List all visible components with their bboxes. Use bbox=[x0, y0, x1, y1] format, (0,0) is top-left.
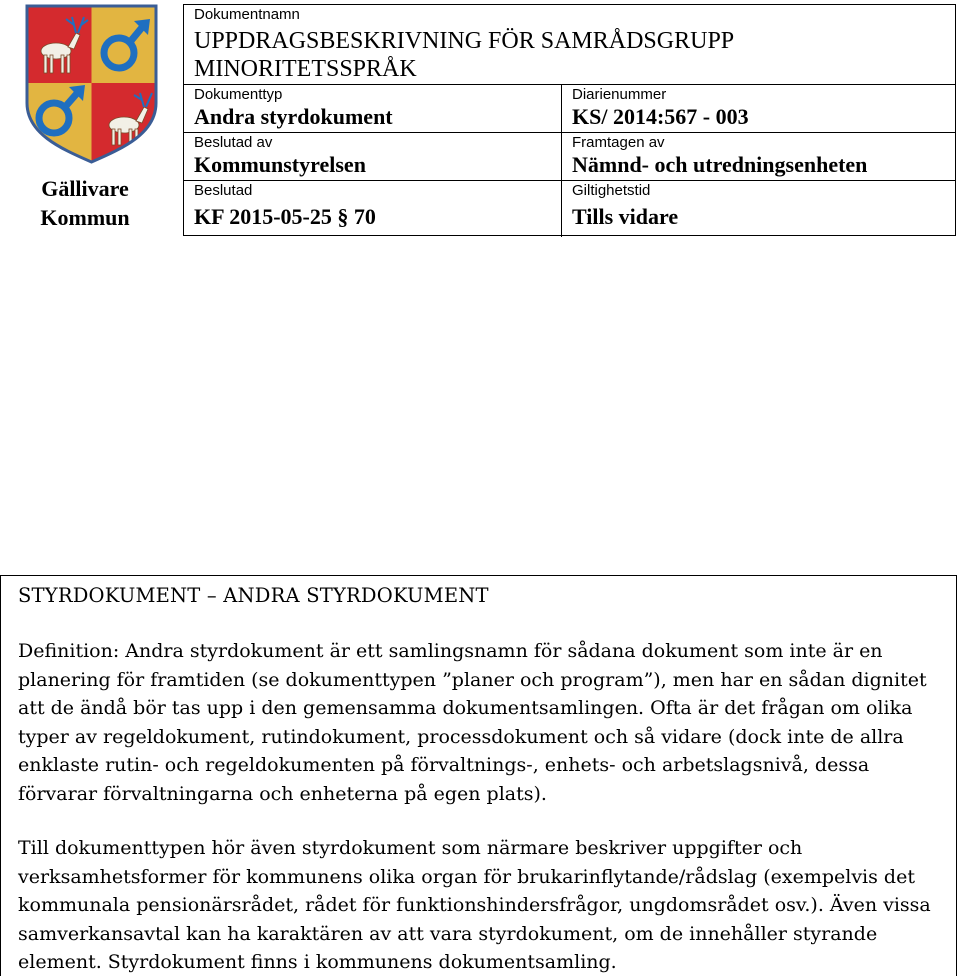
coat-of-arms-logo bbox=[24, 3, 159, 165]
document-type-paragraph: Till dokumenttypen hör även styrdokument som närmare beskriver uppgifter och verksamhetsformer för kommunens olika organ för brukarinflytande/rådslag (exempelvis det kommunala pensionärsrådet, rådet för funktionshindersfrågor, ungdomsrådet osv.). Även vissa samverkansavtal kan ha karaktären av att vara styrdokument, om de innehåller styrande element. Styrdokument finns i kommunens dokumentsamling. bbox=[18, 837, 931, 974]
document-header-table bbox=[183, 4, 956, 236]
document-name-value: UPPDRAGSBESKRIVNING FÖR SAMRÅDSGRUPP MINORITETSSPRÅK bbox=[194, 28, 734, 82]
decided-label: Beslutad bbox=[194, 182, 253, 199]
municipality-name-line1: Gällivare bbox=[41, 176, 129, 201]
decided-by-label: Beslutad av bbox=[194, 134, 273, 151]
municipality-name bbox=[0, 174, 170, 232]
municipality-name-line2: Kommun bbox=[40, 205, 130, 230]
decided-by-value: Kommunstyrelsen bbox=[194, 152, 366, 177]
document-type-value: Andra styrdokument bbox=[194, 104, 393, 129]
decided-by-cell bbox=[184, 133, 562, 180]
validity-cell bbox=[562, 181, 955, 237]
prepared-by-label: Framtagen av bbox=[572, 134, 665, 151]
section-title: STYRDOKUMENT – ANDRA STYRDOKUMENT bbox=[18, 584, 489, 607]
document-type-label: Dokumenttyp bbox=[194, 86, 283, 103]
prepared-by-value: Nämnd- och utredningsenheten bbox=[572, 152, 868, 177]
content-box bbox=[0, 575, 957, 976]
case-number-cell bbox=[562, 85, 955, 132]
case-number-value: KS/ 2014:567 - 003 bbox=[572, 104, 749, 129]
header-row-document-name bbox=[184, 5, 955, 85]
prepared-by-cell bbox=[562, 133, 955, 180]
document-name-label: Dokumentnamn bbox=[194, 6, 300, 23]
header-row-type bbox=[184, 85, 955, 133]
decided-cell bbox=[184, 181, 562, 237]
validity-label: Giltighetstid bbox=[572, 182, 651, 199]
validity-value: Tills vidare bbox=[572, 204, 679, 229]
case-number-label: Diarienummer bbox=[572, 86, 667, 103]
document-name-cell bbox=[184, 5, 955, 84]
document-type-cell bbox=[184, 85, 562, 132]
decided-value: KF 2015-05-25 § 70 bbox=[194, 204, 376, 229]
logo-area bbox=[0, 0, 175, 240]
header-row-decided-by bbox=[184, 133, 955, 181]
definition-paragraph: Definition: Andra styrdokument är ett samlingsnamn för sådana dokument som inte är en planering för framtiden (se dokumenttypen ”planer och program”), men har en sådan dignitet att de ändå bör tas upp i den gemensamma dokumentsamlingen. Ofta är det frågan om olika typer av regeldokument, rutindokument, processdokument och så vidare (dock inte de allra enklaste rutin- och regeldokumenten på förvaltnings-, enhets- och arbetslagsnivå, dessa förvarar förvaltningarna och enheterna på egen plats). bbox=[18, 640, 927, 805]
header-row-decided bbox=[184, 181, 955, 237]
